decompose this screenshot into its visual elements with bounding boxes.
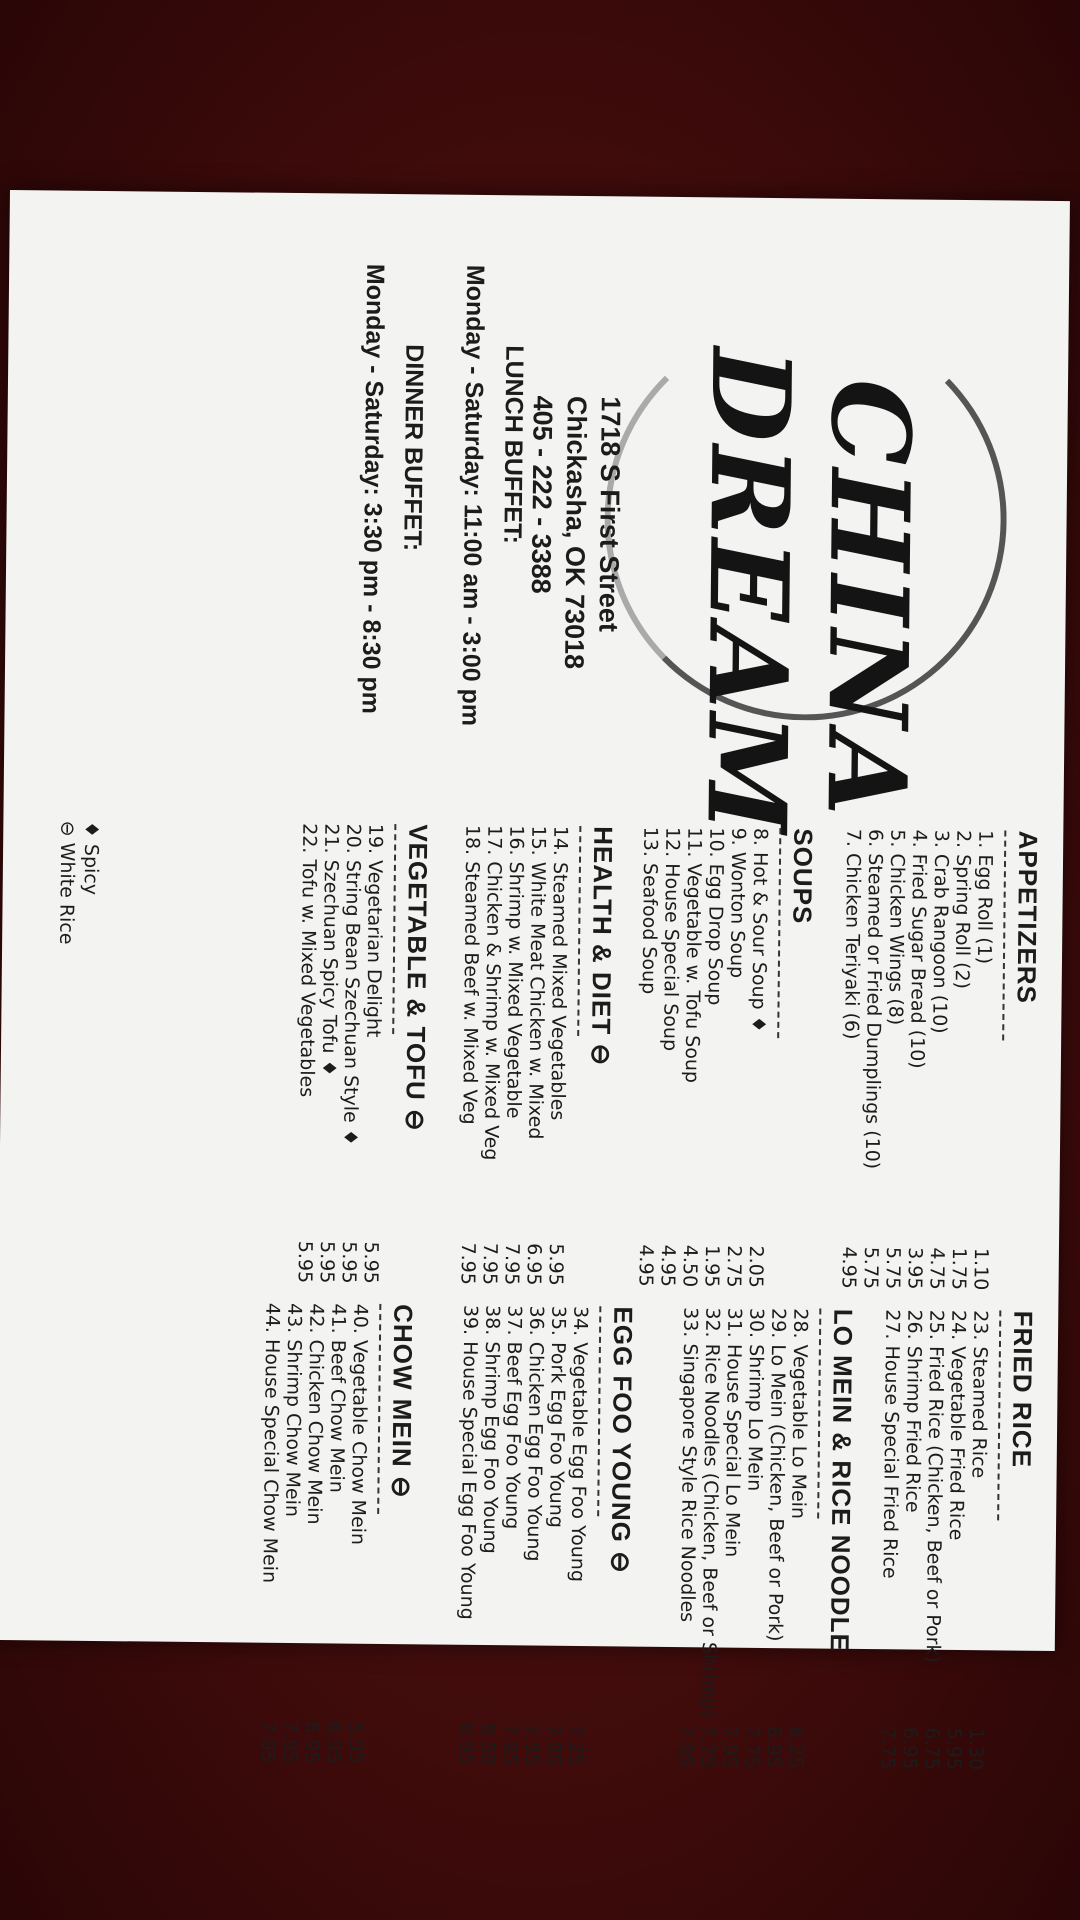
menu-item-name: 33. Singapore Style Rice Noodles: [676, 1307, 702, 1623]
menu-item-price: 7.95: [674, 1724, 697, 1768]
health-title: HEALTH & DIET ⊖: [585, 826, 619, 1067]
city-address: Chickasha, OK 73018: [559, 395, 592, 670]
menu-item-name: 25. Fried Rice (Chicken, Beef or Pork): [921, 1309, 948, 1664]
menu-item-name: 40. Vegetable Chow Mein: [346, 1303, 372, 1546]
menu-paper: [0, 190, 1070, 1771]
menu-item-name: 41. Beef Chow Mein: [325, 1303, 350, 1493]
vegetable-section: [294, 823, 434, 1284]
menu-item-price: 4.50: [678, 1244, 701, 1288]
menu-item-price: 8.95: [454, 1722, 477, 1765]
spicy-legend: ♦ Spicy: [79, 820, 103, 896]
menu-item-name: 8. Hot & Sour Soup ♦: [747, 827, 772, 1033]
menu-item-price: 5.95: [359, 1241, 383, 1284]
menu-item-name: 3. Crab Rangoon (10): [928, 829, 953, 1034]
white-rice-legend: ⊖ White Rice: [55, 820, 79, 945]
menu-item-price: 2.75: [722, 1245, 745, 1288]
menu-item-price: 5.95: [337, 1241, 361, 1284]
menu-item-price: 7.95: [478, 1242, 502, 1286]
menu-item-name: 42. Chicken Chow Mein: [303, 1303, 328, 1525]
menu-item-price: 3.95: [903, 1247, 926, 1290]
menu-item-name: 21. Szechuan Spicy Tofu ♦: [317, 823, 343, 1077]
appetizers-section: [838, 829, 1044, 1291]
menu-item-price: 1.30: [964, 1727, 987, 1771]
menu-item-price: 7.95: [542, 1723, 565, 1766]
menu-item-name: 15. White Meat Chicken w. Mixed: [524, 825, 550, 1140]
menu-item-price: 5.95: [942, 1727, 965, 1771]
menu-item-price: 7.95: [500, 1242, 524, 1286]
menu-item-price: 1.10: [969, 1247, 992, 1291]
logo-line-1: CHINA: [802, 378, 934, 821]
menu-item-price: 7.95: [278, 1720, 301, 1764]
menu-item-price: 1.95: [700, 1244, 723, 1288]
menu-item-price: 7.75: [876, 1726, 899, 1770]
logo-line-2: DREAM: [682, 347, 814, 838]
menu-item-price: 5.95: [344, 1721, 367, 1764]
menu-item-price: 4.75: [925, 1247, 948, 1290]
health-section: [457, 825, 619, 1287]
menu-item-name: 14. Steamed Mixed Vegetables: [546, 825, 572, 1121]
menu-item-name: 17. Chicken & Shrimp w. Mixed Veg: [479, 824, 506, 1161]
menu-item-name: 39. House Special Egg Foo Young: [456, 1304, 482, 1620]
menu-item-price: 6.95: [522, 1243, 545, 1286]
menu-item-price: 6.95: [898, 1727, 921, 1770]
menu-item-price: 7.25: [564, 1723, 587, 1767]
menu-item-name: 12. House Special Soup: [659, 826, 684, 1052]
menu-item-price: 4.95: [634, 1244, 657, 1287]
menu-item-price: 6.25: [784, 1725, 807, 1769]
menu-item-name: 5. Chicken Wings (8): [884, 829, 909, 1026]
menu-item-price: 4.95: [837, 1246, 860, 1289]
legend: [54, 821, 103, 945]
menu-item-name: 36. Chicken Egg Foo Young: [522, 1305, 548, 1562]
menu-item-price: 7.95: [718, 1725, 741, 1768]
menu-item-name: 19. Vegetarian Delight: [362, 823, 387, 1038]
menu-item-name: 29. Lo Mein (Chicken, Beef or Pork): [763, 1307, 790, 1642]
menu-item-price: 5.75: [859, 1246, 882, 1290]
menu-item-name: 44. House Special Chow Mein: [258, 1302, 284, 1584]
menu-item-name: 32. Rice Noodles (Chicken, Beef or Shrimp): [697, 1307, 724, 1718]
menu-item-name: 26. Shrimp Fried Rice: [901, 1309, 926, 1513]
menu-item-name: 10. Egg Drop Soup: [703, 827, 728, 1006]
dinner-buffet-hours: Monday - Saturday: 3:30 pm - 8:30 pm: [356, 263, 390, 715]
menu-item-name: 16. Shrimp w. Mixed Vegetable: [502, 825, 528, 1119]
chow-mein-section: [257, 1303, 419, 1765]
menu-item-price: 5.95: [293, 1240, 317, 1284]
menu-item-name: 24. Vegetable Fried Rice: [944, 1309, 970, 1541]
menu-item-name: 11. Vegetable w. Tofu Soup: [680, 827, 706, 1084]
lunch-buffet-label: LUNCH BUFFET:: [498, 345, 529, 545]
phone-number: 405 - 222 - 3388: [525, 395, 558, 594]
egg-foo-young-title: EGG FOO YOUNG ⊖: [605, 1306, 639, 1575]
lo-mein-section: [675, 1307, 859, 1769]
menu-item-name: 18. Steamed Beef w. Mixed Veg: [458, 824, 484, 1125]
menu-item-price: 2.05: [744, 1245, 767, 1288]
menu-item-price: 6.95: [300, 1720, 323, 1764]
menu-item-price: 5.95: [315, 1240, 339, 1284]
menu-item-price: 4.95: [656, 1244, 679, 1288]
dinner-buffet-label: DINNER BUFFET:: [398, 344, 429, 552]
menu-item-name: 30. Shrimp Lo Mein: [743, 1307, 768, 1492]
menu-item-name: 20. String Bean Szechuan Style ♦: [339, 823, 365, 1146]
soups-title: SOUPS: [787, 828, 819, 925]
menu-item-price: 6.95: [322, 1721, 345, 1764]
menu-item-name: 31. House Special Lo Mein: [720, 1307, 746, 1558]
appetizers-title: APPETIZERS: [1011, 830, 1044, 1005]
menu-item-name: 1. Egg Roll (1): [972, 830, 997, 965]
chow-mein-title: CHOW MEIN ⊖: [386, 1304, 419, 1499]
menu-item-name: 28. Vegetable Lo Mein: [787, 1308, 812, 1520]
soups-section: [635, 827, 819, 1289]
menu-content: [0, 190, 1070, 1771]
menu-item-price: 7.95: [256, 1720, 279, 1763]
menu-item-name: 6. Steamed or Fried Dumplings (10): [860, 828, 887, 1170]
lunch-buffet-hours: Monday - Saturday: 11:00 am - 3:00 pm: [456, 264, 490, 727]
lo-mein-title: LO MEIN & RICE NOODLE: [824, 1308, 859, 1653]
fried-rice-section: [877, 1309, 1039, 1771]
menu-item-price: 5.75: [881, 1246, 904, 1290]
egg-foo-young-section: [455, 1305, 639, 1767]
menu-item-name: 9. Wonton Soup: [725, 827, 750, 979]
street-address: 1718 S First Street: [593, 396, 626, 633]
fried-rice-title: FRIED RICE: [1006, 1310, 1039, 1469]
menu-item-price: 7.95: [520, 1723, 543, 1766]
vegetable-title: VEGETABLE & TOFU ⊖: [400, 824, 434, 1132]
menu-item-price: 7.75: [696, 1724, 719, 1768]
menu-item-price: 6.75: [920, 1727, 943, 1770]
menu-item-price: 6.95: [762, 1725, 785, 1769]
menu-item-name: 4. Fried Sugar Bread (10): [905, 829, 931, 1069]
menu-item-name: 23. Steamed Rice: [967, 1310, 992, 1479]
menu-item-name: 7. Chicken Teriyaki (6): [840, 828, 865, 1040]
menu-item-name: 38. Shrimp Egg Foo Young: [478, 1304, 504, 1554]
menu-item-price: 5.95: [544, 1243, 567, 1286]
menu-item-price: 1.75: [947, 1247, 970, 1291]
menu-item-name: 22. Tofu w. Mixed Vegetables: [295, 823, 321, 1098]
address-block: [523, 395, 628, 669]
menu-item-name: 37. Beef Egg Foo Young: [501, 1305, 526, 1530]
menu-item-price: 8.50: [476, 1722, 499, 1766]
menu-item-name: 2. Spring Roll (2): [950, 829, 975, 990]
menu-item-name: 35. Pork Egg Foo Young: [545, 1305, 570, 1528]
menu-item-price: 7.75: [740, 1725, 763, 1768]
menu-item-price: 7.95: [498, 1722, 521, 1766]
menu-item-name: 43. Shrimp Chow Mein: [281, 1302, 306, 1518]
menu-item-name: 27. House Special Fried Rice: [878, 1309, 904, 1579]
menu-item-price: 7.95: [456, 1242, 480, 1285]
menu-item-name: 13. Seafood Soup: [637, 826, 662, 995]
menu-item-name: 34. Vegetable Egg Foo Young: [566, 1305, 592, 1583]
